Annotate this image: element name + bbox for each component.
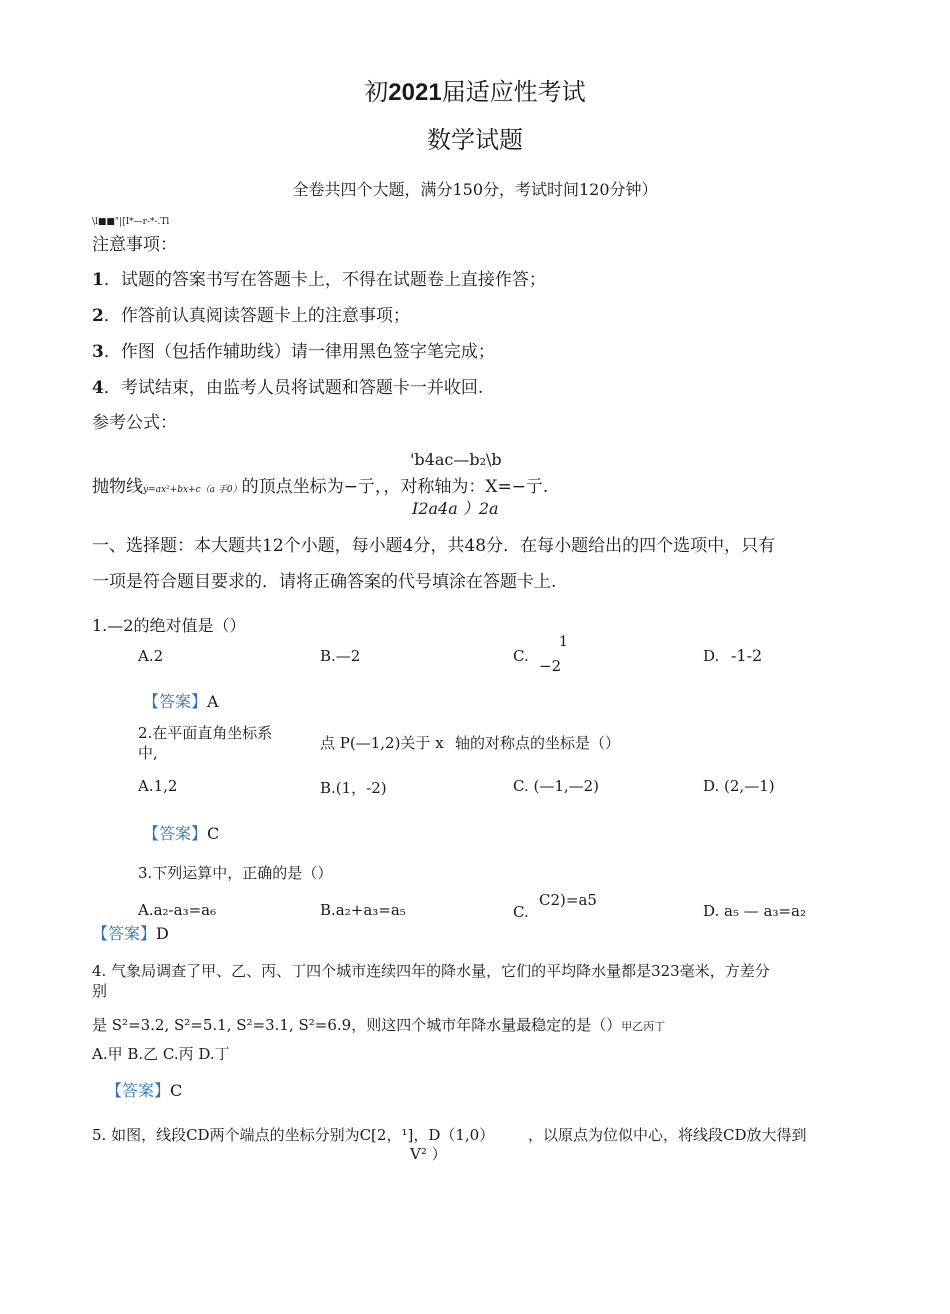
q4-options: A.甲 B.乙 C.丙 D.丁 [92,1045,230,1063]
answer-tag: 【答案】 [92,924,157,943]
q4-stem-line2: 别 [92,982,108,1000]
page-subtitle: 数学试题 [427,126,523,154]
answer-value: C [207,824,220,843]
formula-bottom: I2a4a ）2a [412,499,499,518]
q5-stem-line1: 5. 如图，线段CD两个端点的坐标分别为C[2，¹]，D（1,0） [92,1126,495,1144]
q2-option-d: D. (2,—1) [703,777,775,795]
q1-stem: 1.—2的绝对值是（） [92,616,246,635]
q2-stem-line2: 中, [138,744,158,762]
q4-answer [106,1078,182,1101]
q2-stem-rest: 轴的对称点的坐标是（） [455,734,621,752]
q2-point: 点 P(—1,2)关于 x [320,734,444,752]
formula-line [92,472,548,497]
q2-answer [143,821,219,844]
exam-info: 全卷共四个大题，满分150分，考试时间120分钟） [292,180,658,199]
note-item: 2．作答前认真阅读答题卡上的注意事项； [92,306,410,326]
q4-stem-line1: 4. 气象局调查了甲、乙、丙、丁四个城市连续四年的降水量，它们的平均降水量都是323毫米，方差分 [92,962,770,980]
q5-stem-rest: ，以原点为位似中心，将线段CD放大得到 [528,1126,807,1144]
formula-lead: 抛物线 [92,477,143,497]
answer-tag: 【答案】 [106,1081,171,1100]
q3-option-d: D. a₅ — a₃=a₂ [703,902,807,920]
title-suffix: 届适应性考试 [441,78,586,106]
q3-option-a: A.a₂-a₃=a₆ [138,901,217,919]
answer-value: D [156,924,169,943]
formula-equation: y=ax²+bx+c（a 手0） [143,485,242,495]
q2-option-b: B.(1，-2) [320,779,387,797]
q2-option-c: C. (—1,—2) [513,777,600,795]
q1-option-c-den: −2 [539,657,562,675]
q1-answer [143,689,219,712]
answer-tag: 【答案】 [143,692,208,711]
note-item: 1．试题的答案书写在答题卡上，不得在试题卷上直接作答； [92,270,546,290]
q1-option-d-label: D. [703,647,720,665]
q2-option-a: A.1,2 [138,777,178,795]
scan-artifact: \l■■"|[I*—r-*-.Tl [92,217,170,227]
section-intro-line2: 一项是符合题目要求的．请将正确答案的代号填涂在答题卡上. [92,572,557,592]
formula-top: 'b4ac—b₂\b [410,450,502,469]
section-intro-line1: 一、选择题：本大题共12个小题，每小题4分，共48分．在每小题给出的四个选项中，只有 [92,536,776,556]
q1-option-b: B.—2 [320,647,361,665]
q1-option-c-num: 1 [559,634,568,650]
answer-tag: 【答案】 [143,824,208,843]
q1-option-a: A.2 [138,647,164,665]
q1-option-d-value: -1-2 [731,646,763,665]
note-item: 4．考试结束，由监考人员将试题和答题卡一并收回. [92,378,484,398]
q3-stem: 3.下列运算中，正确的是（） [138,864,333,882]
title-prefix: 初 [364,78,389,106]
q4-small-labels: 甲乙丙丁 [621,1020,666,1033]
notes-heading: 注意事项： [92,235,177,255]
page-title [0,72,950,107]
q4-variances: 是 S²=3.2, S²=5.1, S²=3.1, S²=6.9，则这四个城市年降水量最稳定的是（） [92,1016,622,1034]
answer-value: A [207,692,219,711]
q2-stem-line1: 2.在平面直角坐标系 [138,724,273,742]
q1-option-c-label: C. [513,647,529,665]
q3-option-c-value: C2)=a5 [539,891,597,909]
q4-stem-line3 [92,1014,665,1035]
formula-body: 的顶点坐标为−亍，，对称轴为：X=−亍. [241,477,549,497]
title-year: 2021 [388,79,442,106]
formula-heading: 参考公式： [92,413,177,433]
q5-subscript-line: V² ） [410,1145,447,1163]
q3-answer [92,921,169,944]
answer-value: C [170,1081,183,1100]
q3-option-b: B.a₂+a₃=a₅ [320,901,406,919]
q3-option-c-label: C. [513,903,529,921]
note-item: 3．作图（包括作辅助线）请一律用黑色签字笔完成； [92,342,495,362]
